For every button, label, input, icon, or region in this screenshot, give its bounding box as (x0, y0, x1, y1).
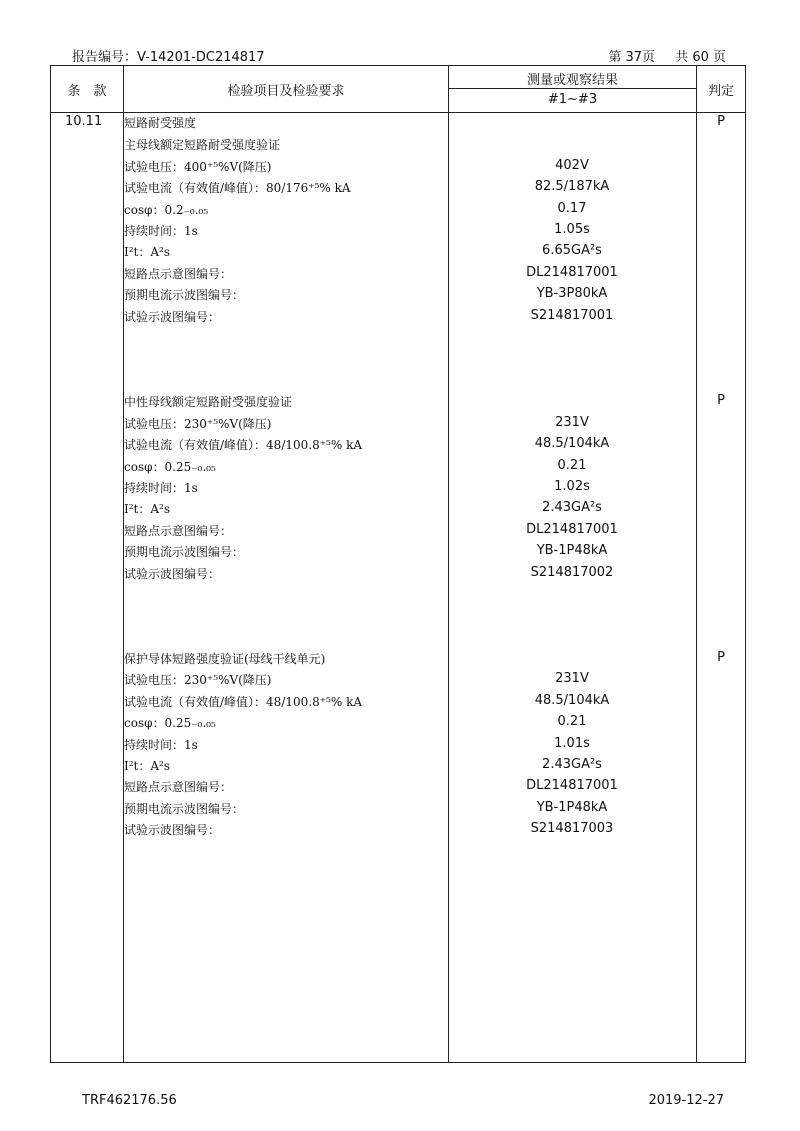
result: DL214817001 (526, 522, 618, 537)
col-header-clause: 条 款 (67, 84, 107, 99)
page-indicator (592, 46, 726, 65)
verdict: P (717, 114, 725, 129)
verdict: P (717, 393, 725, 408)
result: YB-3P80kA (536, 286, 608, 301)
section-heading: 主母线额定短路耐受强度验证 (124, 138, 281, 152)
requirement: 试验示波图编号： (124, 823, 221, 837)
col-divider (696, 66, 697, 1062)
requirement: 试验示波图编号： (124, 310, 221, 324)
item-title: 短路耐受强度 (124, 116, 197, 130)
verdict: P (717, 650, 725, 665)
result: 231V (555, 671, 589, 686)
col-header-result-sub: #1~#3 (547, 92, 598, 107)
result: DL214817001 (526, 778, 618, 793)
requirement: 持续时间：1s (124, 224, 198, 238)
col-header-verdict: 判定 (707, 84, 734, 99)
requirement: 短路点示意图编号： (124, 780, 233, 794)
requirement: 短路点示意图编号： (124, 524, 233, 538)
result: YB-1P48kA (536, 543, 608, 558)
requirement: 试验电流（有效值/峰值）：48/100.8⁺⁵% kA (124, 438, 363, 452)
page-number: 第 37页 (608, 50, 656, 65)
result: 1.02s (554, 479, 590, 494)
requirement: 预期电流示波图编号： (124, 288, 245, 302)
result: 1.05s (554, 222, 590, 237)
requirement: I²t：A²s (124, 245, 171, 259)
section-heading: 中性母线额定短路耐受强度验证 (124, 395, 293, 409)
form-number: TRF462176.56 (82, 1093, 177, 1108)
result: S214817001 (530, 308, 614, 323)
row-divider (448, 88, 696, 89)
section-heading: 保护导体短路强度验证(母线干线单元) (124, 652, 326, 666)
result: 231V (555, 415, 589, 430)
requirement: 试验电压：230⁺⁵%V(降压) (124, 673, 272, 687)
result: 0.17 (557, 201, 587, 216)
result: 1.01s (554, 736, 590, 751)
result: DL214817001 (526, 265, 618, 280)
result: 48.5/104kA (534, 436, 610, 451)
requirement: 试验电流（有效值/峰值）：48/100.8⁺⁵% kA (124, 695, 363, 709)
requirement: 试验电压：400⁺⁵%V(降压) (124, 160, 272, 174)
result: 2.43GA²s (542, 500, 602, 515)
requirement: cosφ：0.25₋₀.₀₅ (124, 460, 216, 474)
result: S214817003 (530, 821, 614, 836)
requirement: 预期电流示波图编号： (124, 545, 245, 559)
header-divider (51, 112, 745, 113)
col-header-requirement: 检验项目及检验要求 (227, 84, 345, 99)
result: 0.21 (557, 458, 587, 473)
requirement: 试验示波图编号： (124, 567, 221, 581)
requirement: 短路点示意图编号： (124, 267, 233, 281)
result: YB-1P48kA (536, 800, 608, 815)
requirement: I²t：A²s (124, 502, 171, 516)
requirement: cosφ：0.2₋₀.₀₅ (124, 203, 209, 217)
result: 6.65GA²s (542, 243, 602, 258)
requirement: 试验电压：230⁺⁵%V(降压) (124, 417, 272, 431)
result: S214817002 (530, 565, 614, 580)
inspection-table (50, 65, 746, 1063)
report-date: 2019-12-27 (648, 1093, 724, 1108)
requirement: cosφ：0.25₋₀.₀₅ (124, 716, 216, 730)
result: 0.21 (557, 714, 587, 729)
col-header-result: 测量或观察结果 (526, 73, 618, 88)
result: 48.5/104kA (534, 693, 610, 708)
requirement: 试验电流（有效值/峰值）：80/176⁺⁵% kA (124, 181, 351, 195)
requirement: 预期电流示波图编号： (124, 802, 245, 816)
clause-number: 10.11 (65, 114, 103, 129)
result: 82.5/187kA (534, 179, 610, 194)
result: 2.43GA²s (542, 757, 602, 772)
result: 402V (555, 158, 589, 173)
page-total: 共 60 页 (675, 50, 726, 65)
requirement: 持续时间：1s (124, 481, 198, 495)
requirement: I²t：A²s (124, 759, 171, 773)
requirement: 持续时间：1s (124, 738, 198, 752)
report-number: 报告编号：V-14201-DC214817 (72, 50, 265, 65)
